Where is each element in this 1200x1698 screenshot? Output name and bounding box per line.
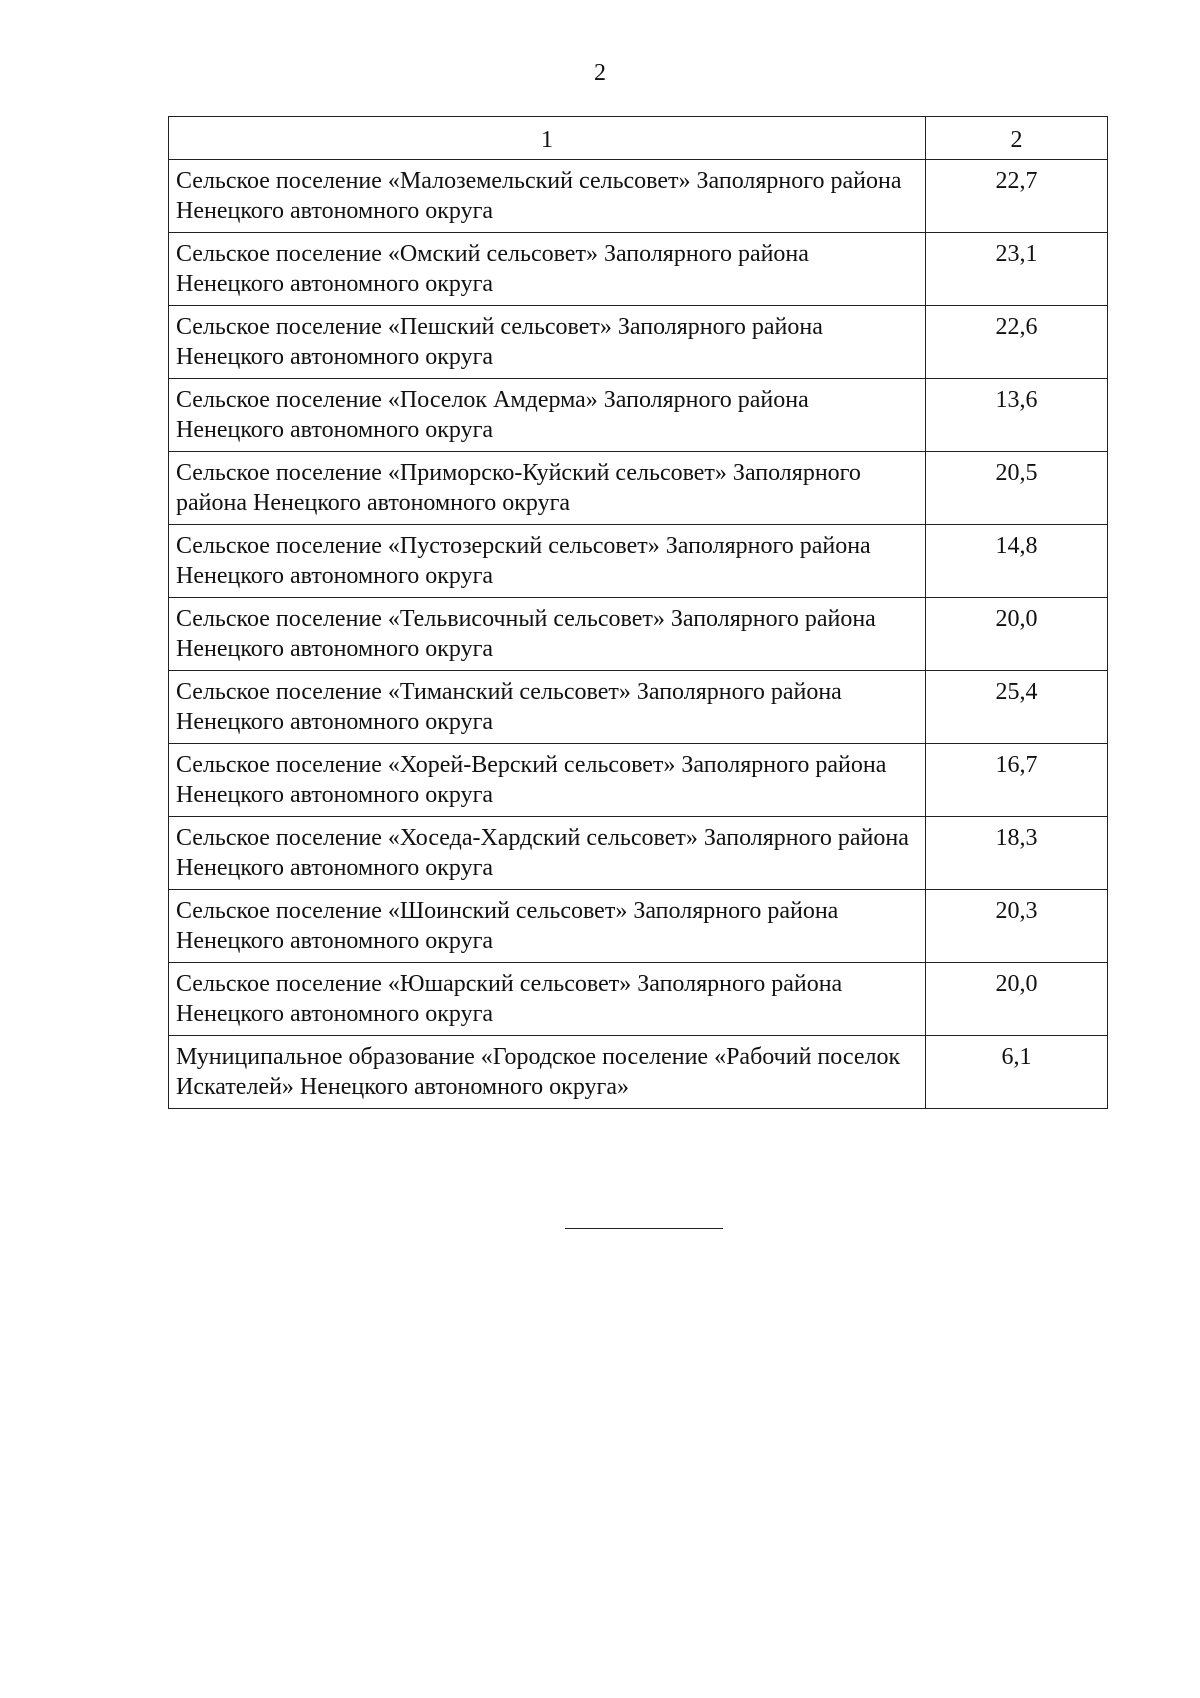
table-row [169, 1036, 1108, 1109]
settlement-value: 18,3 [926, 817, 1108, 890]
settlement-value: 25,4 [926, 671, 1108, 744]
page-number: 2 [594, 60, 606, 86]
settlement-value: 20,5 [926, 452, 1108, 525]
settlement-name: Сельское поселение «Тиманский сельсовет» Заполярного района Ненецкого автономного округа [169, 671, 926, 744]
table-row [169, 379, 1108, 452]
settlement-name: Сельское поселение «Пешский сельсовет» Заполярного района Ненецкого автономного округа [169, 306, 926, 379]
table-row [169, 744, 1108, 817]
settlement-name: Сельское поселение «Пустозерский сельсовет» Заполярного района Ненецкого автономного округа [169, 525, 926, 598]
settlement-value: 22,7 [926, 160, 1108, 233]
settlement-name: Сельское поселение «Тельвисочный сельсовет» Заполярного района Ненецкого автономного округа [169, 598, 926, 671]
settlement-name: Сельское поселение «Юшарский сельсовет» Заполярного района Ненецкого автономного округа [169, 963, 926, 1036]
settlement-name: Сельское поселение «Поселок Амдерма» Заполярного района Ненецкого автономного округа [169, 379, 926, 452]
settlement-name: Сельское поселение «Хоседа-Хардский сельсовет» Заполярного района Ненецкого автономного округа [169, 817, 926, 890]
table-header-row [169, 117, 1108, 160]
table-row [169, 817, 1108, 890]
settlement-value: 16,7 [926, 744, 1108, 817]
column-header-2: 2 [926, 117, 1108, 160]
settlement-value: 6,1 [926, 1036, 1108, 1109]
settlement-value: 14,8 [926, 525, 1108, 598]
settlement-name: Сельское поселение «Хорей-Верский сельсовет» Заполярного района Ненецкого автономного округа [169, 744, 926, 817]
settlement-name: Сельское поселение «Приморско-Куйский сельсовет» Заполярного района Ненецкого автономного округа [169, 452, 926, 525]
table-row [169, 306, 1108, 379]
end-divider-line [565, 1228, 723, 1229]
table-row [169, 233, 1108, 306]
table-row [169, 598, 1108, 671]
table-row [169, 890, 1108, 963]
table-row [169, 525, 1108, 598]
settlement-name: Сельское поселение «Малоземельский сельсовет» Заполярного района Ненецкого автономного округа [169, 160, 926, 233]
settlement-value: 23,1 [926, 233, 1108, 306]
table-row [169, 671, 1108, 744]
settlement-value: 22,6 [926, 306, 1108, 379]
settlement-value: 20,3 [926, 890, 1108, 963]
settlement-value: 20,0 [926, 598, 1108, 671]
settlement-name: Сельское поселение «Шоинский сельсовет» Заполярного района Ненецкого автономного округа [169, 890, 926, 963]
column-header-1: 1 [169, 117, 926, 160]
settlement-value: 20,0 [926, 963, 1108, 1036]
table-row [169, 160, 1108, 233]
settlement-name: Сельское поселение «Омский сельсовет» Заполярного района Ненецкого автономного округа [169, 233, 926, 306]
settlement-name: Муниципальное образование «Городское поселение «Рабочий поселок Искателей» Ненецкого автономного округа» [169, 1036, 926, 1109]
table-row [169, 963, 1108, 1036]
data-table [168, 116, 1108, 1109]
table-row [169, 452, 1108, 525]
settlement-value: 13,6 [926, 379, 1108, 452]
